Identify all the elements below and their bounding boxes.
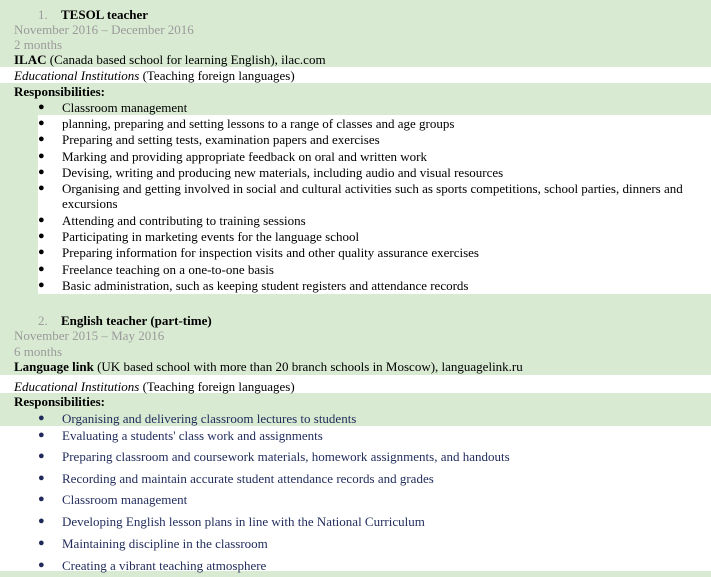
job2-duration: 6 months [14, 344, 63, 359]
bullet-icon: ● [38, 133, 45, 145]
job1-item: Classroom management [62, 100, 188, 115]
job2-industry: Educational Institutions [14, 379, 140, 394]
bullet-icon: ● [38, 450, 45, 462]
bullet-icon: ● [38, 150, 45, 162]
job1-resp-band [0, 83, 711, 99]
bullet-icon: ● [38, 182, 45, 194]
bullet-icon: ● [38, 493, 45, 505]
bullet-icon: ● [38, 412, 45, 424]
job2-item: Creating a vibrant teaching atmosphere [62, 558, 267, 573]
bullet-icon: ● [38, 230, 45, 242]
job2-item: Preparing classroom and coursework materials, homework assignments, and handouts [62, 449, 510, 464]
bullet-icon: ● [38, 263, 45, 275]
job1-duration: 2 months [14, 37, 63, 52]
job1-item: Attending and contributing to training sessions [62, 213, 306, 228]
job1-number: 1. [38, 7, 48, 22]
job2-number: 2. [38, 313, 48, 328]
bullet-icon: ● [38, 537, 45, 549]
job1-industry-line [14, 68, 295, 83]
bullet-icon: ● [38, 166, 45, 178]
job2-company-desc: (UK based school with more than 20 branch schools in Moscow), languagelink.ru [97, 359, 523, 374]
job1-item: Freelance teaching on a one-to-one basis [62, 262, 274, 277]
bullet-icon: ● [38, 214, 45, 226]
job1-item: Marking and providing appropriate feedback on oral and written work [62, 149, 427, 164]
job2-company: Language link [14, 359, 94, 374]
job1-left-band [0, 115, 38, 311]
bullet-icon: ● [38, 429, 45, 441]
bullet-icon: ● [38, 472, 45, 484]
job1-item: Participating in marketing events for the language school [62, 229, 360, 244]
job1-item: Organising and getting involved in social and cultural activities such as sports competitions, school parties, dinners and excursions [62, 181, 683, 211]
job2-title: English teacher (part-time) [61, 313, 212, 328]
bullet-icon: ● [38, 101, 45, 113]
job1-bottom-band [0, 294, 711, 311]
job2-item: Maintaining discipline in the classroom [62, 536, 268, 551]
job1-item: planning, preparing and setting lessons to a range of classes and age groups [62, 116, 455, 131]
bullet-icon: ● [38, 117, 45, 129]
bullet-icon: ● [38, 246, 45, 258]
job1-item: Preparing and setting tests, examination papers and exercises [62, 132, 380, 147]
job1-resp-label: Responsibilities: [14, 84, 106, 99]
job2-resp-label: Responsibilities: [14, 394, 106, 409]
job1-company-desc: (Canada based school for learning English), ilac.com [49, 52, 326, 67]
bullet-icon: ● [38, 515, 45, 527]
job2-item: Organising and delivering classroom lectures to students [62, 411, 357, 426]
bullet-icon: ● [38, 279, 45, 291]
job2-item: Recording and maintain accurate student attendance records and grades [62, 471, 434, 486]
bullet-icon: ● [38, 559, 45, 571]
job2-industry-desc: (Teaching foreign languages) [142, 379, 295, 394]
job2-item: Developing English lesson plans in line with the National Curriculum [62, 514, 425, 529]
job1-dates: November 2016 – December 2016 [14, 22, 194, 37]
job2-resp-band [0, 393, 711, 409]
job1-item: Preparing information for inspection visits and other quality assurance exercises [62, 245, 479, 260]
job1-company: ILAC [14, 52, 47, 67]
job2-industry-line [14, 379, 295, 394]
job2-item: Evaluating a students' class work and assignments [62, 428, 323, 443]
job1-company-line [14, 52, 326, 67]
job1-industry: Educational Institutions [14, 68, 140, 83]
job1-title: TESOL teacher [61, 7, 149, 22]
job1-item: Devising, writing and producing new materials, including audio and visual resources [62, 165, 504, 180]
job2-dates: November 2015 – May 2016 [14, 328, 165, 343]
job1-industry-desc: (Teaching foreign languages) [142, 68, 295, 83]
job1-item: Basic administration, such as keeping student registers and attendance records [62, 278, 469, 293]
job2-company-line [14, 359, 523, 374]
job2-item: Classroom management [62, 492, 188, 507]
